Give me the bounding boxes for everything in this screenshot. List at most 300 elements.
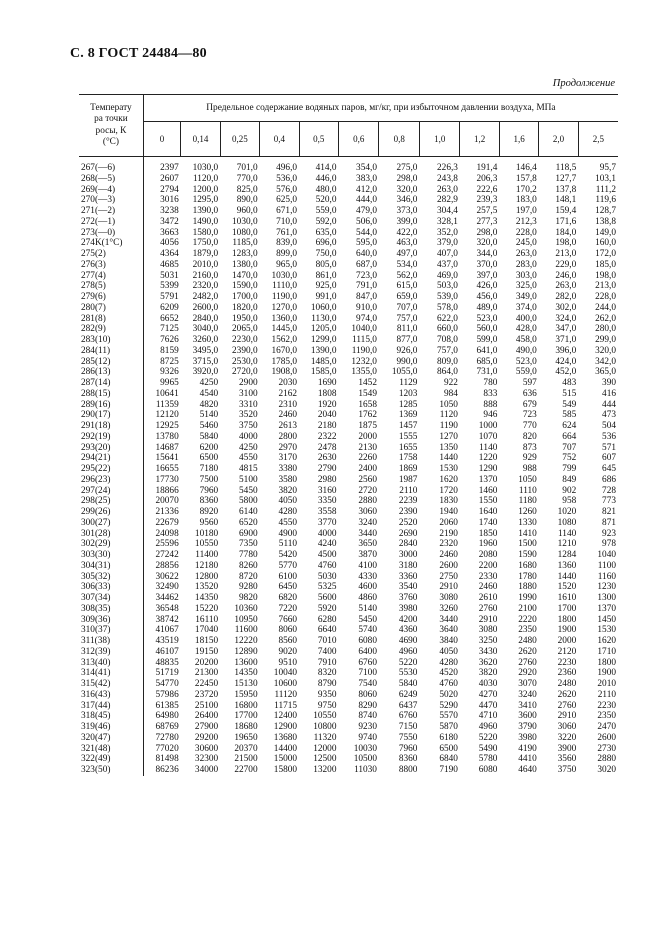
water-content-cell: 3170	[278, 453, 298, 464]
water-content-cell: 2482,0	[192, 292, 219, 302]
water-content-cell: 446,0	[315, 173, 337, 184]
water-content-cell: 2040	[317, 410, 337, 421]
water-content-cell: 2600	[439, 560, 458, 571]
water-content-cell: 2760	[518, 657, 537, 668]
table-row	[79, 281, 618, 292]
water-content-cell: 7220	[278, 603, 298, 614]
water-content-cell: 3495,0	[192, 345, 219, 356]
water-content-cell: 1290	[478, 464, 498, 474]
water-content-cell: 1210	[557, 539, 577, 550]
water-content-cell: 4820	[199, 399, 219, 410]
water-content-cell: 226,3	[437, 163, 458, 173]
dew-point-cell: 287(14)	[79, 378, 143, 389]
water-content-cell: 576,0	[276, 184, 298, 195]
water-content-cell: 8060	[358, 689, 377, 700]
water-content-cell: 5100	[239, 474, 258, 485]
water-content-cell: 1200,0	[192, 184, 219, 195]
dew-point-cell: 300(27)	[79, 518, 143, 529]
water-content-cell: 480,0	[315, 184, 337, 195]
water-content-cell: 7540	[358, 679, 377, 689]
water-content-cell: 148,1	[555, 195, 577, 206]
water-content-cell: 4280	[278, 507, 298, 517]
water-content-cell: 8360	[199, 496, 219, 507]
water-content-cell: 3410	[518, 700, 537, 711]
water-content-cell: 22679	[155, 517, 179, 528]
water-content-cell: 2162	[278, 388, 298, 399]
water-content-cell: 10180	[194, 528, 219, 539]
water-content-cell: 370,0	[476, 259, 498, 270]
water-content-cell: 4100	[358, 560, 377, 571]
water-content-cell: 1270,0	[271, 302, 298, 313]
table-row	[79, 636, 618, 647]
water-content-cell: 1299,0	[310, 335, 337, 345]
water-content-cell: 4690	[398, 636, 418, 646]
water-content-cell: 183,0	[515, 195, 537, 206]
water-content-cell: 8800	[398, 765, 418, 775]
water-content-cell: 3715,0	[192, 356, 219, 367]
water-content-cell: 3080	[439, 593, 458, 603]
water-content-cell: 1990	[518, 593, 537, 603]
water-content-cell: 6640	[317, 625, 337, 636]
water-content-cell: 2230,0	[232, 335, 258, 345]
water-content-cell: 1330	[518, 517, 537, 528]
water-content-cell: 1620	[597, 636, 616, 646]
water-content-cell: 10641	[155, 388, 179, 399]
water-content-cell: 645	[602, 464, 616, 474]
dew-point-cell: 306(33)	[79, 582, 143, 593]
water-content-cell: 21336	[155, 507, 179, 517]
water-content-cell: 635,0	[315, 227, 337, 238]
water-content-cell: 1785,0	[271, 356, 298, 367]
water-content-cell: 7910	[317, 657, 337, 668]
water-content-cell: 926,0	[396, 345, 418, 356]
table-row	[79, 357, 618, 368]
dew-point-cell: 298(25)	[79, 496, 143, 507]
water-content-cell: 19650	[234, 732, 258, 743]
water-content-cell: 198,0	[595, 270, 616, 281]
water-content-cell: 1260	[518, 507, 537, 517]
water-content-cell: 7350	[239, 539, 258, 550]
water-content-cell: 3440	[358, 528, 377, 539]
water-content-cell: 61385	[155, 700, 179, 711]
water-content-cell: 1720	[439, 485, 458, 496]
water-content-cell: 5030	[317, 571, 337, 582]
water-content-cell: 1820,0	[232, 302, 258, 313]
water-content-cell: 780	[483, 378, 498, 388]
dew-point-cell: 313(40)	[79, 658, 143, 669]
water-content-cell: 5290	[439, 700, 458, 711]
water-content-cell: 2320,0	[192, 281, 219, 292]
water-content-cell: 4270	[478, 689, 498, 700]
table-row	[79, 195, 618, 206]
water-content-cell: 444,0	[356, 195, 377, 206]
water-content-cell: 5920	[317, 603, 337, 614]
water-content-cell: 2360	[557, 668, 577, 679]
water-content-cell: 13200	[313, 765, 337, 775]
water-content-cell: 4240	[317, 539, 337, 550]
water-content-cell: 1800	[597, 657, 616, 668]
water-content-cell: 3060	[557, 722, 577, 732]
water-content-cell: 2460	[439, 550, 458, 560]
dew-point-cell: 294(21)	[79, 453, 143, 464]
water-content-cell: 2600,0	[192, 302, 219, 313]
water-content-cell: 3640	[439, 625, 458, 636]
water-content-cell: 57986	[155, 689, 179, 700]
water-content-cell: 1030,0	[271, 270, 298, 281]
water-content-cell: 520,0	[315, 195, 337, 206]
table-row	[79, 389, 618, 400]
dew-point-cell: 312(39)	[79, 647, 143, 658]
water-content-cell: 11600	[234, 625, 258, 636]
dew-point-cell: 311(38)	[79, 636, 143, 647]
water-content-cell: 303,0	[515, 270, 537, 281]
water-content-cell: 536,0	[276, 173, 298, 184]
water-content-cell: 245,0	[515, 238, 537, 249]
water-content-cell: 277,3	[476, 216, 498, 227]
water-content-cell: 11359	[155, 399, 179, 410]
water-content-cell: 6080	[358, 636, 377, 646]
water-content-cell: 3580	[278, 474, 298, 485]
dew-point-cell: 304(31)	[79, 561, 143, 572]
water-content-cell: 5800	[239, 496, 258, 507]
water-content-cell: 708,0	[437, 335, 458, 345]
water-content-cell: 27900	[194, 722, 219, 732]
dew-point-cell: 305(32)	[79, 572, 143, 583]
water-content-cell: 1470,0	[232, 270, 258, 281]
water-content-cell: 41067	[155, 625, 179, 636]
water-content-cell: 671,0	[276, 206, 298, 216]
water-content-cell: 8790	[317, 679, 337, 689]
water-content-cell: 444	[602, 399, 616, 410]
water-content-cell: 9230	[358, 722, 377, 732]
water-content-cell: 1758	[398, 453, 418, 464]
water-content-cell: 5110	[278, 539, 298, 550]
water-content-cell: 1620	[439, 474, 458, 485]
water-content-cell: 191,4	[476, 163, 498, 173]
dew-point-cell: 316(43)	[79, 690, 143, 701]
water-content-cell: 2620	[557, 689, 577, 700]
water-content-cell: 7190	[439, 765, 458, 775]
water-content-cell: 1950,0	[232, 313, 258, 324]
water-content-cell: 172,0	[595, 249, 616, 259]
water-content-cell: 17730	[155, 474, 179, 485]
water-content-cell: 7150	[398, 722, 418, 732]
water-content-cell: 3080	[478, 625, 498, 636]
water-content-cell: 4900	[278, 528, 298, 539]
water-content-cell: 3472	[160, 216, 179, 227]
table-row	[79, 765, 618, 776]
table-row	[79, 378, 618, 389]
water-content-cell: 1869	[398, 464, 418, 474]
water-content-cell: 10550	[313, 711, 337, 722]
water-content-cell: 6840	[439, 754, 458, 765]
water-content-cell: 10950	[234, 614, 258, 625]
water-content-cell: 12800	[194, 571, 219, 582]
water-content-cell: 344,0	[476, 249, 498, 259]
water-content-cell: 8060	[278, 625, 298, 636]
water-content-cell: 615,0	[396, 281, 418, 292]
water-content-cell: 559,0	[315, 206, 337, 216]
water-content-cell: 3620	[478, 657, 498, 668]
water-content-cell: 1100	[597, 560, 616, 571]
water-content-cell: 8360	[398, 754, 418, 765]
table-row	[79, 174, 618, 185]
water-content-cell: 1750,0	[192, 238, 219, 249]
table-row	[79, 217, 618, 228]
water-content-cell: 3220	[557, 732, 577, 743]
dew-point-cell: 277(4)	[79, 271, 143, 282]
dew-point-cell: 310(37)	[79, 625, 143, 636]
water-content-cell: 2400	[358, 464, 377, 474]
water-content-cell: 6200	[199, 442, 219, 453]
water-content-cell: 4600	[358, 582, 377, 593]
water-content-cell: 1450	[597, 614, 616, 625]
water-content-cell: 2000	[358, 431, 377, 442]
water-content-cell: 1232,0	[351, 356, 377, 367]
water-content-cell: 5399	[160, 281, 179, 292]
water-content-cell: 400,0	[515, 313, 537, 324]
water-content-cell: 32490	[155, 582, 179, 593]
dew-point-cell: 318(45)	[79, 711, 143, 722]
water-content-cell: 5840	[199, 431, 219, 442]
water-content-cell: 2480	[557, 679, 577, 689]
water-content-cell: 399,0	[396, 216, 418, 227]
water-content-cell: 4960	[398, 646, 418, 657]
table-row	[79, 593, 618, 604]
water-content-cell: 6760	[398, 711, 418, 722]
water-content-cell: 3870	[358, 550, 377, 560]
dew-point-cell: 319(46)	[79, 722, 143, 733]
water-content-cell: 1070	[478, 431, 498, 442]
water-content-cell: 2560	[358, 474, 377, 485]
dew-point-cell: 272(—1)	[79, 217, 143, 228]
table-row	[79, 658, 618, 669]
water-content-cell: 991,0	[315, 292, 337, 302]
water-content-cell: 4540	[199, 388, 219, 399]
water-content-cell: 811,0	[396, 324, 418, 335]
water-content-cell: 757,0	[396, 313, 418, 324]
water-content-cell: 280,0	[595, 324, 616, 335]
row-header-line: росы, К	[95, 125, 127, 136]
water-content-cell: 1700	[557, 603, 577, 614]
water-content-cell: 6520	[239, 517, 258, 528]
water-content-cell: 1160	[597, 571, 616, 582]
water-content-cell: 328,1	[437, 216, 458, 227]
water-content-cell: 1530	[439, 464, 458, 474]
water-content-cell: 5840	[398, 679, 418, 689]
water-content-cell: 622,0	[437, 313, 458, 324]
water-content-cell: 347,0	[555, 324, 577, 335]
water-content-cell: 1060,0	[310, 302, 337, 313]
water-content-cell: 696,0	[315, 238, 337, 249]
water-content-cell: 2010	[597, 679, 616, 689]
water-content-cell: 228,0	[595, 292, 616, 302]
water-content-cell: 839,0	[276, 238, 298, 249]
water-content-cell: 1800	[557, 614, 577, 625]
water-content-cell: 8320	[317, 668, 337, 679]
water-content-cell: 1700,0	[232, 292, 258, 302]
water-content-cell: 2610	[478, 593, 498, 603]
water-content-cell: 3600	[518, 711, 537, 722]
water-content-cell: 958	[562, 496, 577, 507]
water-content-cell: 127,7	[555, 173, 577, 184]
water-content-cell: 1050	[518, 474, 537, 485]
dew-point-cell: 279(6)	[79, 292, 143, 303]
dew-point-cell: 309(36)	[79, 615, 143, 626]
water-content-cell: 365,0	[595, 367, 616, 378]
water-content-cell: 206,3	[476, 173, 498, 184]
water-content-cell: 821	[602, 507, 616, 517]
water-content-cell: 228,0	[515, 227, 537, 238]
water-content-cell: 118,5	[555, 163, 577, 173]
water-content-cell: 660,0	[437, 324, 458, 335]
table-row	[79, 486, 618, 497]
water-content-cell: 523,0	[515, 356, 537, 367]
water-content-cell: 1080,0	[232, 227, 258, 238]
water-content-cell: 244,0	[595, 302, 616, 313]
water-content-cell: 4200	[398, 614, 418, 625]
table-row	[79, 335, 618, 346]
dew-point-cell: 271(—2)	[79, 206, 143, 217]
water-content-cell: 3520	[239, 410, 258, 421]
water-content-cell: 805,0	[315, 259, 337, 270]
water-content-cell: 9280	[239, 582, 258, 593]
water-content-cell: 1850	[478, 528, 498, 539]
water-content-cell: 16655	[155, 464, 179, 474]
water-content-cell: 503,0	[437, 281, 458, 292]
water-content-cell: 9560	[199, 517, 219, 528]
water-content-cell: 773	[602, 496, 616, 507]
table-row	[79, 518, 618, 529]
water-content-cell: 1875	[358, 421, 377, 431]
water-content-cell: 2910	[439, 582, 458, 593]
water-content-cell: 20370	[234, 743, 258, 754]
water-content-cell: 1370	[597, 603, 616, 614]
dew-point-cell: 276(3)	[79, 260, 143, 271]
water-content-cell: 4360	[398, 625, 418, 636]
water-content-cell: 21500	[234, 754, 258, 765]
dew-point-cell: 278(5)	[79, 281, 143, 292]
row-header	[79, 95, 143, 157]
water-content-cell: 18680	[234, 722, 258, 732]
water-content-cell: 4190	[518, 743, 537, 754]
water-content-cell: 1390,0	[192, 206, 219, 216]
water-content-cell: 8560	[278, 636, 298, 646]
pressure-column-header: 0,8	[379, 122, 419, 157]
water-content-cell: 2065,0	[232, 324, 258, 335]
water-content-cell: 1610	[557, 593, 577, 603]
water-content-cell: 263,0	[555, 281, 577, 292]
water-content-cell: 4550	[278, 517, 298, 528]
water-content-cell: 3020	[597, 765, 616, 775]
water-content-cell: 871	[602, 517, 616, 528]
water-content-cell: 1129	[399, 378, 418, 388]
table-row	[79, 453, 618, 464]
water-content-cell: 5420	[278, 550, 298, 560]
water-content-cell: 1940	[439, 507, 458, 517]
water-content-cell: 3558	[317, 507, 337, 517]
water-content-cell: 3790	[518, 722, 537, 732]
water-content-cell: 497,0	[396, 249, 418, 259]
water-content-cell: 1284	[557, 550, 577, 560]
dew-point-cell: 289(16)	[79, 400, 143, 411]
water-content-cell: 861,0	[315, 270, 337, 281]
water-content-cell: 428,0	[515, 324, 537, 335]
water-content-cell: 833	[483, 388, 498, 399]
table-row	[79, 550, 618, 561]
water-content-cell: 1203	[398, 388, 418, 399]
water-content-cell: 701,0	[236, 163, 258, 173]
dew-point-cell: 290(17)	[79, 410, 143, 421]
water-content-cell: 1020	[557, 507, 577, 517]
water-content-cell: 640,0	[356, 249, 377, 259]
water-content-cell: 2330	[478, 571, 498, 582]
water-content-cell: 4050	[278, 496, 298, 507]
water-content-cell: 16110	[195, 614, 219, 625]
water-content-cell: 12120	[155, 410, 179, 421]
water-content-cell: 320,0	[476, 238, 498, 249]
water-content-cell: 2000	[557, 636, 577, 646]
water-content-cell: 342,0	[595, 356, 616, 367]
water-content-cell: 185,0	[595, 259, 616, 270]
water-content-cell: 2790	[317, 464, 337, 474]
water-content-cell: 3240	[358, 517, 377, 528]
water-content-cell: 1585,0	[310, 367, 337, 378]
water-content-cell: 910,0	[356, 302, 377, 313]
table-row	[79, 615, 618, 626]
water-content-cell: 1457	[398, 421, 418, 431]
water-content-cell: 11715	[274, 700, 298, 711]
water-content-cell: 2840,0	[192, 313, 219, 324]
water-content-cell: 847,0	[356, 292, 377, 302]
water-content-cell: 128,7	[595, 206, 616, 216]
water-content-cell: 1355,0	[351, 367, 377, 378]
water-content-cell: 7010	[317, 636, 337, 646]
water-content-cell: 282,9	[437, 195, 458, 206]
water-content-cell: 1350	[439, 442, 458, 453]
water-content-cell: 4550	[239, 453, 258, 464]
water-content-cell: 18150	[194, 636, 219, 646]
water-content-cell: 3250	[478, 636, 498, 646]
water-content-cell: 6900	[239, 528, 258, 539]
water-content-cell: 3360	[398, 571, 418, 582]
water-content-cell: 64980	[155, 711, 179, 722]
water-content-cell: 86236	[155, 765, 179, 775]
water-content-cell: 2230	[597, 700, 616, 711]
water-content-cell: 299,0	[595, 335, 616, 345]
water-content-cell: 5220	[398, 657, 418, 668]
water-content-cell: 320,0	[595, 345, 616, 356]
pressure-span-header: Предельное содержание водяных паров, мг/кг, при избыточном давлении воздуха, МПа	[143, 95, 618, 122]
water-content-cell: 32300	[194, 754, 219, 765]
water-content-cell: 14687	[155, 442, 179, 453]
water-content-cell: 6450	[278, 582, 298, 593]
water-content-cell: 890,0	[236, 195, 258, 206]
water-content-cell: 3820	[478, 668, 498, 679]
water-content-cell: 414,0	[315, 163, 337, 173]
water-content-cell: 12220	[234, 636, 258, 646]
dew-point-cell: 307(34)	[79, 593, 143, 604]
table-row	[79, 324, 618, 335]
water-content-cell: 1658	[358, 399, 377, 410]
table-row	[79, 400, 618, 411]
pressure-column-header: 1,6	[499, 122, 538, 157]
water-content-cell: 213,0	[595, 281, 616, 292]
water-content-cell: 160,0	[595, 238, 616, 249]
water-content-cell: 4056	[160, 238, 179, 249]
water-content-cell: 3000	[398, 550, 418, 560]
water-content-cell: 20070	[155, 496, 179, 507]
